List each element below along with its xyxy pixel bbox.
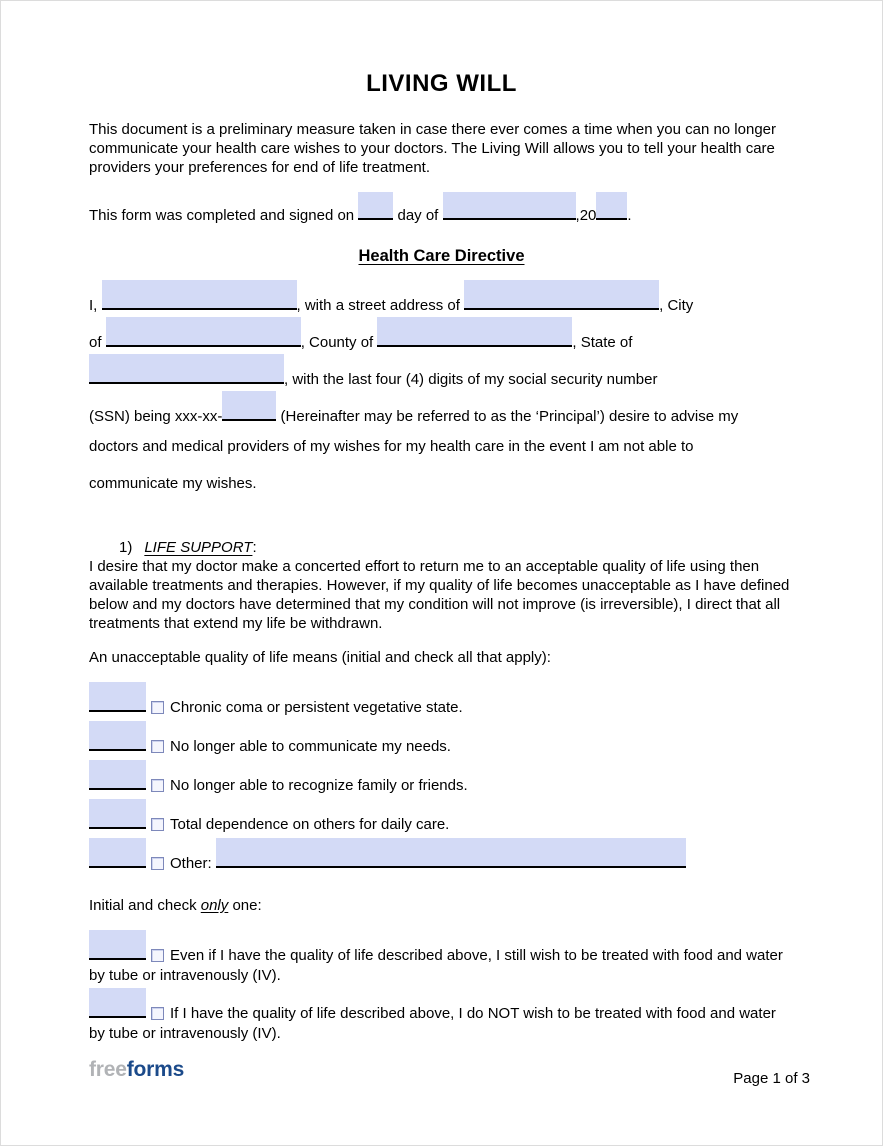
choice-checkbox-0[interactable] bbox=[151, 949, 164, 962]
life-support-heading bbox=[89, 538, 794, 557]
choice-row bbox=[89, 930, 794, 986]
life-support-colon: : bbox=[252, 538, 257, 556]
directive-text: , with the last four (4) digits of my social security number bbox=[284, 370, 658, 388]
criteria-checkbox-3[interactable] bbox=[151, 818, 164, 831]
county-field[interactable] bbox=[377, 317, 572, 347]
year-field[interactable] bbox=[596, 192, 627, 220]
choice-label: Even if I have the quality of life described above, I still wish to be treated with food and water by tube or intravenously (IV). bbox=[89, 946, 783, 984]
page-number: Page 1 of 3 bbox=[733, 1070, 810, 1087]
directive-body bbox=[89, 280, 794, 502]
life-support-paragraph: I desire that my doctor make a concerted effort to return me to an acceptable quality of life using then available treatments and therapies. However, if my quality of life becomes unacceptable as I have defined below and my doctors have determined that my condition will not improve (is irreversible), I direct that all treatments that extend my life be withdrawn. bbox=[89, 557, 790, 632]
criteria-checkbox-1[interactable] bbox=[151, 740, 164, 753]
page-title: LIVING WILL bbox=[366, 70, 517, 97]
completion-text-2: day of bbox=[397, 207, 439, 224]
directive-text: , with a street address of bbox=[296, 296, 460, 314]
city-field[interactable] bbox=[106, 317, 301, 347]
criteria-label: No longer able to communicate my needs. bbox=[170, 737, 451, 755]
criteria-checkbox-4[interactable] bbox=[151, 857, 164, 870]
section-number: 1) bbox=[119, 538, 133, 556]
directive-text: , County of bbox=[300, 333, 374, 351]
criteria-label: No longer able to recognize family or friends. bbox=[170, 776, 468, 794]
directive-text: (Hereinafter may be referred to as the ‘Principal’) desire to advise my bbox=[280, 407, 739, 425]
choice-initial-field-1[interactable] bbox=[89, 988, 146, 1018]
criteria-label: Other: bbox=[170, 854, 212, 872]
principal-name-field[interactable] bbox=[102, 280, 297, 310]
criteria-intro: An unacceptable quality of life means (initial and check all that apply): bbox=[89, 648, 551, 666]
directive-text: of bbox=[89, 333, 102, 351]
logo-free-text: free bbox=[89, 1058, 127, 1081]
choice-label: If I have the quality of life described above, I do NOT wish to be treated with food and water by tube or intravenously (IV). bbox=[89, 1004, 776, 1042]
directive-line-2 bbox=[89, 317, 794, 354]
directive-line-5: doctors and medical providers of my wishes for my health care in the event I am not able to bbox=[89, 437, 694, 455]
criteria-row bbox=[89, 799, 794, 838]
state-field[interactable] bbox=[89, 354, 284, 384]
criteria-row bbox=[89, 721, 794, 760]
completion-line bbox=[89, 192, 794, 225]
directive-line-1 bbox=[89, 280, 794, 317]
criteria-initial-field-0[interactable] bbox=[89, 682, 146, 712]
criteria-checkbox-0[interactable] bbox=[151, 701, 164, 714]
life-support-title: LIFE SUPPORT bbox=[144, 538, 253, 556]
criteria-label: Chronic coma or persistent vegetative state. bbox=[170, 698, 463, 716]
street-address-field[interactable] bbox=[464, 280, 659, 310]
choice-intro-text: one: bbox=[232, 896, 262, 914]
criteria-initial-field-2[interactable] bbox=[89, 760, 146, 790]
freeforms-logo bbox=[89, 1059, 184, 1081]
directive-text: , State of bbox=[572, 333, 633, 351]
choice-intro-text: Initial and check bbox=[89, 896, 197, 914]
criteria-initial-field-3[interactable] bbox=[89, 799, 146, 829]
choice-checkbox-1[interactable] bbox=[151, 1007, 164, 1020]
logo-forms-text: forms bbox=[126, 1058, 185, 1081]
completion-text-4: . bbox=[627, 207, 632, 224]
completion-text-1: This form was completed and signed on bbox=[89, 207, 355, 224]
criteria-label: Total dependence on others for daily care. bbox=[170, 815, 450, 833]
other-write-in-field[interactable] bbox=[216, 838, 686, 868]
directive-text: , City bbox=[659, 296, 694, 314]
intro-paragraph: This document is a preliminary measure taken in case there ever comes a time when you can no longer communicate your health care wishes to your doctors. The Living Will allows you to tell your health care providers your preferences for end of life treatment. bbox=[89, 121, 777, 176]
day-field[interactable] bbox=[358, 192, 393, 220]
criteria-row bbox=[89, 682, 794, 721]
criteria-initial-field-1[interactable] bbox=[89, 721, 146, 751]
criteria-row bbox=[89, 760, 794, 799]
directive-line-4 bbox=[89, 391, 794, 428]
choice-intro bbox=[89, 896, 794, 915]
month-field[interactable] bbox=[443, 192, 576, 220]
directive-line-6: communicate my wishes. bbox=[89, 474, 257, 492]
section-heading-health-care-directive: Health Care Directive bbox=[358, 247, 525, 265]
choice-row bbox=[89, 988, 794, 1044]
choice-intro-emphasis: only bbox=[200, 896, 229, 914]
ssn-last4-field[interactable] bbox=[222, 391, 276, 421]
criteria-initial-field-4[interactable] bbox=[89, 838, 146, 868]
criteria-row-other bbox=[89, 838, 794, 877]
choice-initial-field-0[interactable] bbox=[89, 930, 146, 960]
directive-text: (SSN) being xxx-xx- bbox=[89, 407, 223, 425]
directive-text: I, bbox=[89, 296, 98, 314]
directive-line-3 bbox=[89, 354, 794, 391]
page-footer bbox=[89, 1059, 810, 1088]
criteria-list bbox=[89, 682, 794, 877]
criteria-checkbox-2[interactable] bbox=[151, 779, 164, 792]
completion-text-3: ,20 bbox=[575, 207, 597, 224]
